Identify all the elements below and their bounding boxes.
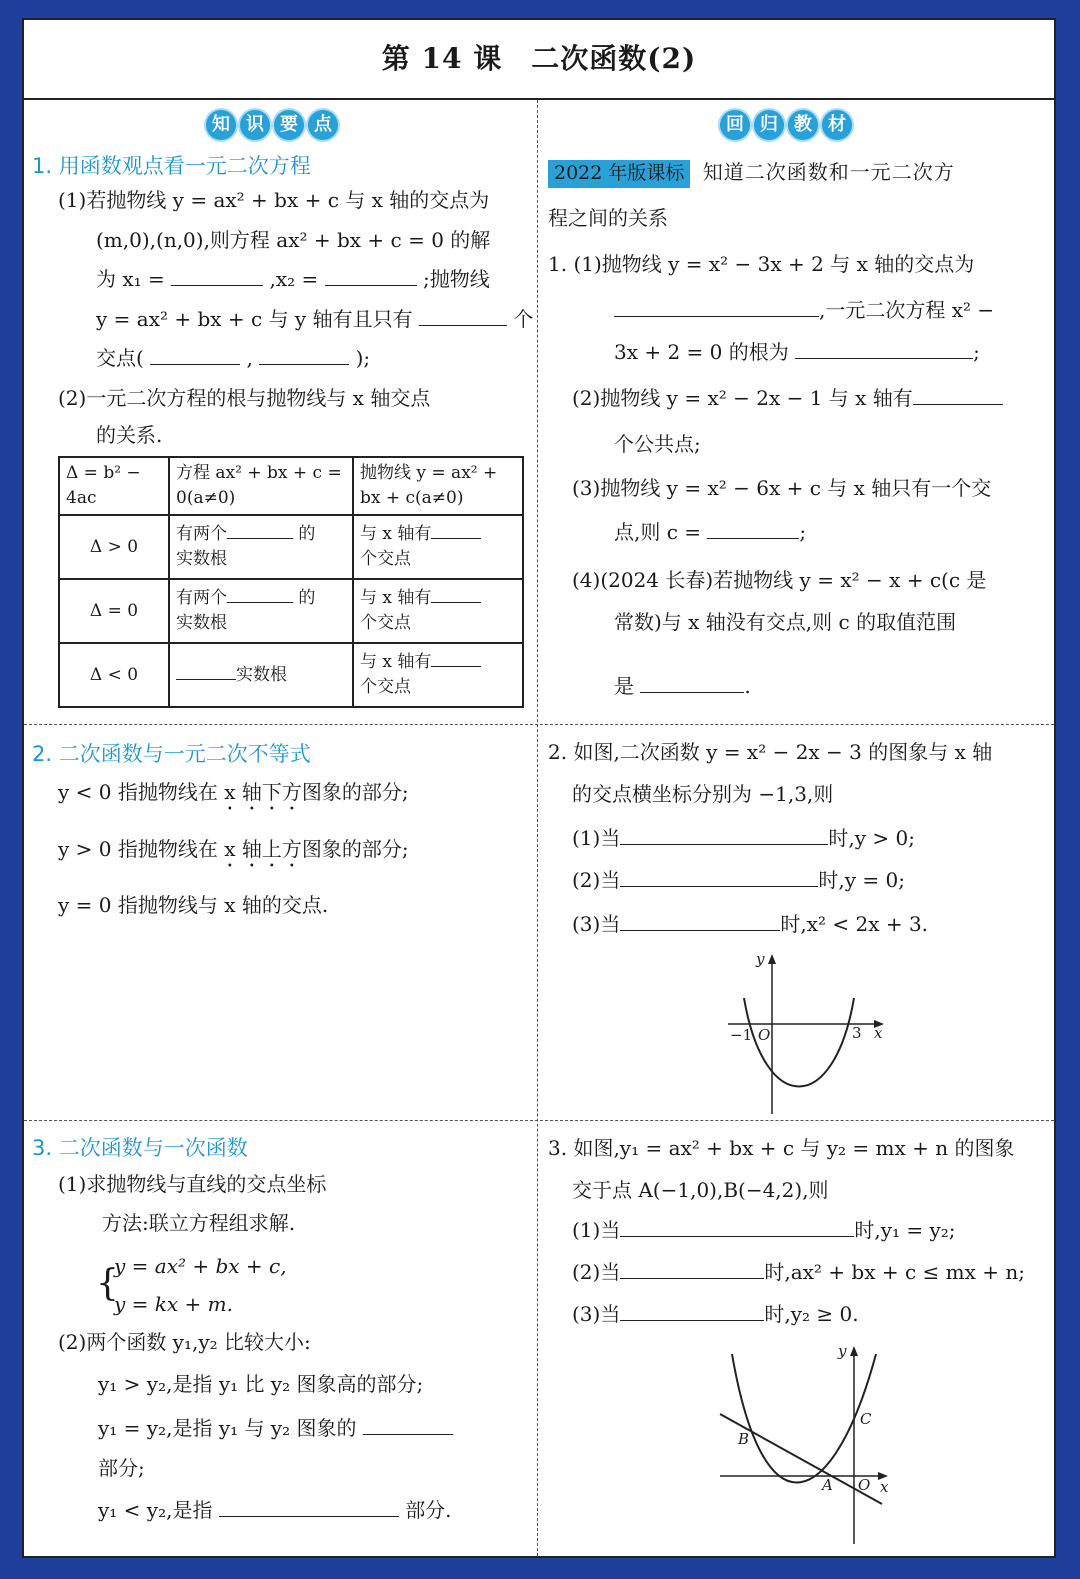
s3-line: y₁ < y₂,是指 部分. [98,1498,452,1522]
system-eq: y = ax² + bx + c, [114,1254,287,1278]
q-line: (3)当 时,x² < 2x + 3. [572,912,929,936]
s1-line: 的关系. [96,423,163,447]
point-label-b: B [738,1430,750,1448]
badge-char: 回 [720,110,750,140]
badge-char: 归 [754,110,784,140]
q-line: (3)当 时,y₂ ≥ 0. [572,1302,859,1326]
row-divider-2 [24,1120,1054,1121]
table-cell: 有两个 的 实数根 [169,515,353,579]
x-label: x [874,1024,883,1042]
discriminant-table [58,456,524,708]
page-title: 第 14 课 二次函数(2) [24,20,1054,100]
answer-blank[interactable] [620,912,780,931]
answer-blank[interactable] [620,1302,764,1321]
s3-line: 方法:联立方程组求解. [102,1211,296,1235]
answer-blank[interactable] [614,298,819,317]
graph-parabola-line [714,1340,904,1550]
s1-line: 为 x₁ = ,x₂ = ;抛物线 [96,267,490,291]
answer-blank[interactable] [363,1416,453,1435]
q-line: (2)抛物线 y = x² − 2x − 1 与 x 轴有 [572,386,1003,411]
answer-blank[interactable] [620,1218,854,1237]
answer-blank[interactable] [419,307,507,326]
q-line: (1)当 时,y₁ = y₂; [572,1218,956,1242]
q-line: ,一元二次方程 x² − [614,298,994,323]
s1-line: 交点( , ); [96,346,371,370]
table-cell: Δ < 0 [59,643,169,707]
table-cell: Δ > 0 [59,515,169,579]
table-cell: 有两个 的 实数根 [169,579,353,643]
point-label-a: A [822,1476,833,1494]
s3-line: y₁ = y₂,是指 y₁ 与 y₂ 图象的 [98,1416,453,1441]
s2-line: y < 0 指抛物线在 x 轴下方图象的部分; [58,780,409,804]
badge-knowledge-points [206,110,338,140]
worksheet [22,18,1056,1558]
s3-line: y₁ > y₂,是指 y₁ 比 y₂ 图象高的部分; [98,1372,424,1396]
answer-blank[interactable] [227,588,293,603]
answer-blank[interactable] [707,520,799,539]
q-line: (4)(2024 长春)若抛物线 y = x² − x + c(c 是 [572,568,987,592]
q-line: 3. 如图,y₁ = ax² + bx + c 与 y₂ = mx + n 的图象 [548,1136,1015,1160]
s3-line: 部分; [98,1456,145,1480]
badge-char: 要 [274,110,304,140]
badge-char: 知 [206,110,236,140]
y-label: y [756,950,765,968]
q-line: 交于点 A(−1,0),B(−4,2),则 [572,1178,829,1202]
row-divider-1 [24,724,1054,725]
q-line: (2)当 时,y = 0; [572,868,905,892]
answer-blank[interactable] [431,524,481,539]
graph-parabola [724,950,894,1120]
s3-line: (2)两个函数 y₁,y₂ 比较大小: [58,1330,311,1354]
section-3-heading: 3. 二次函数与一次函数 [32,1136,248,1160]
s3-line: (1)求抛物线与直线的交点坐标 [58,1172,327,1196]
y-axis-arrow [768,954,776,964]
origin-label: O [758,1026,771,1044]
column-divider [537,100,538,1556]
curriculum-standard: 2022 年版课标 知道二次函数和一元二次方 [548,160,955,188]
table-cell: Δ = 0 [59,579,169,643]
badge-textbook-review [720,110,852,140]
answer-blank[interactable] [620,868,818,887]
table-header: Δ = b² − 4ac [59,457,169,515]
q-line: 2. 如图,二次函数 y = x² − 2x − 3 的图象与 x 轴 [548,740,993,764]
q-line: 3x + 2 = 0 的根为 ; [614,340,980,364]
table-cell: 实数根 [169,643,353,707]
point-label-c: C [860,1410,872,1428]
answer-blank[interactable] [325,267,417,286]
origin-label: O [858,1476,871,1494]
curriculum-tag: 2022 年版课标 [548,160,690,188]
s1-line: (2)一元二次方程的根与抛物线与 x 轴交点 [58,386,431,410]
badge-char: 识 [240,110,270,140]
system-eq: y = kx + m. [114,1292,233,1316]
answer-blank[interactable] [620,1260,764,1279]
answer-blank[interactable] [795,340,973,359]
answer-blank[interactable] [176,665,236,680]
table-header: 抛物线 y = ax² + bx + c(a≠0) [353,457,523,515]
q-line: 常数)与 x 轴没有交点,则 c 的取值范围 [614,610,957,634]
q-line: (2)当 时,ax² + bx + c ≤ mx + n; [572,1260,1025,1284]
answer-blank[interactable] [431,652,481,667]
brace: { [96,1263,119,1304]
badge-char: 点 [308,110,338,140]
x-label: x [880,1478,889,1496]
q-line: 是 . [614,666,751,699]
answer-blank[interactable] [219,1498,399,1517]
q-line: 个公共点; [614,432,701,456]
s1-line: y = ax² + bx + c 与 y 轴有且只有 个 [96,307,534,331]
q-line: 点,则 c = ; [614,520,807,544]
q-line: 1. (1)抛物线 y = x² − 3x + 2 与 x 轴的交点为 [548,252,975,276]
table-cell: 与 x 轴有 个交点 [353,515,523,579]
s1-line: (m,0),(n,0),则方程 ax² + bx + c = 0 的解 [96,228,491,252]
answer-blank[interactable] [640,666,744,693]
s1-line: (1)若抛物线 y = ax² + bx + c 与 x 轴的交点为 [58,188,490,212]
answer-blank[interactable] [150,346,240,365]
s2-line: y > 0 指抛物线在 x 轴上方图象的部分; [58,837,409,861]
answer-blank[interactable] [171,267,263,286]
section-1-heading: 1. 用函数观点看一元二次方程 [32,154,311,178]
q-line: 程之间的关系 [548,206,668,230]
answer-blank[interactable] [913,386,1003,405]
answer-blank[interactable] [227,524,293,539]
tick-label: 3 [852,1024,862,1042]
answer-blank[interactable] [259,346,349,365]
section-2-heading: 2. 二次函数与一元二次不等式 [32,742,311,766]
table-cell: 与 x 轴有 个交点 [353,643,523,707]
tick-label: −1 [730,1026,753,1044]
badge-char: 教 [788,110,818,140]
table-cell: 与 x 轴有 个交点 [353,579,523,643]
s2-line: y = 0 指抛物线与 x 轴的交点. [58,893,329,917]
y-label: y [838,1342,847,1360]
answer-blank[interactable] [431,588,481,603]
table-header: 方程 ax² + bx + c = 0(a≠0) [169,457,353,515]
q-line: (3)抛物线 y = x² − 6x + c 与 x 轴只有一个交 [572,476,992,500]
answer-blank[interactable] [620,826,828,845]
badge-char: 材 [822,110,852,140]
q-line: (1)当 时,y > 0; [572,826,915,850]
q-line: 的交点横坐标分别为 −1,3,则 [572,782,834,806]
y-axis-arrow [850,1346,858,1356]
